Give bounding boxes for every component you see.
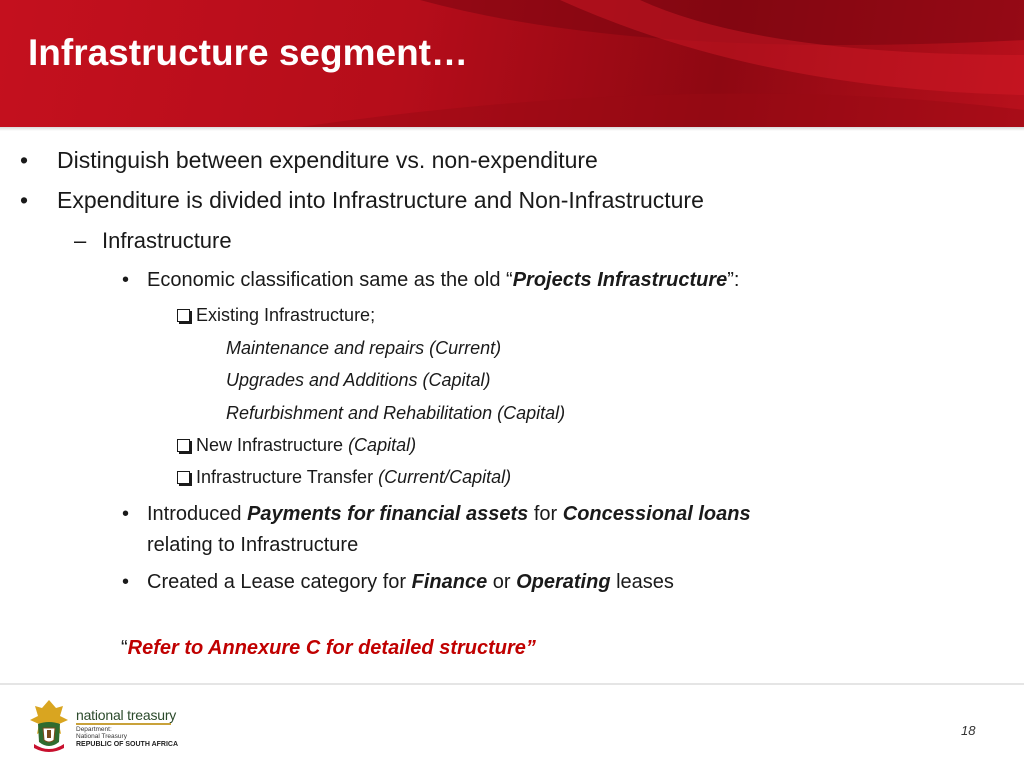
econ-text: Economic classification same as the old “ bbox=[147, 269, 513, 291]
lease-pre: Created a Lease category for bbox=[147, 571, 412, 593]
economic-classification-line bbox=[147, 269, 739, 292]
new-infrastructure-item bbox=[177, 435, 416, 456]
finance-lease: Finance bbox=[411, 571, 488, 593]
econ-close: ”: bbox=[727, 269, 740, 291]
header-banner bbox=[0, 0, 1024, 127]
refer-text: Refer to Annexure C for detailed structure” bbox=[127, 637, 536, 659]
existing-infrastructure-item bbox=[177, 305, 375, 326]
lease-mid: or bbox=[487, 571, 517, 593]
introduced-pre: Introduced bbox=[147, 503, 248, 525]
existing-sub-item: Upgrades and Additions (Capital) bbox=[226, 370, 491, 390]
slide-title: Infrastructure segment… bbox=[28, 32, 468, 73]
org-name: national treasury bbox=[76, 707, 177, 723]
existing-sub-item: Maintenance and repairs (Current) bbox=[226, 338, 502, 358]
annexure-reference bbox=[121, 637, 536, 660]
checkbox-bullet-icon bbox=[177, 439, 190, 452]
new-infra-label: New Infrastructure bbox=[196, 435, 349, 455]
concessional-loans: Concessional loans bbox=[562, 503, 751, 525]
payments-financial-assets: Payments for financial assets bbox=[247, 503, 529, 525]
checkbox-bullet-icon bbox=[177, 309, 190, 322]
operating-lease: Operating bbox=[516, 571, 611, 593]
refer-open-quote: “ bbox=[121, 637, 128, 659]
coat-of-arms-logo bbox=[28, 698, 70, 754]
econ-bold: Projects Infrastructure bbox=[512, 269, 728, 291]
page-number: 18 bbox=[961, 723, 976, 738]
footer-divider bbox=[0, 683, 1024, 685]
introduced-payments-line bbox=[147, 503, 751, 526]
checkbox-bullet-icon bbox=[177, 471, 190, 484]
bullet-expenditure-distinction: Distinguish between expenditure vs. non-expenditure bbox=[57, 147, 598, 173]
org-name-underline bbox=[76, 723, 171, 725]
transfer-paren: (Current/Capital) bbox=[378, 467, 512, 487]
dash-marker: – bbox=[74, 228, 87, 253]
bullet-dot: • bbox=[20, 147, 29, 173]
bullet-expenditure-division: Expenditure is divided into Infrastructure and Non-Infrastructure bbox=[57, 187, 704, 213]
dept-line-2: National Treasury bbox=[76, 733, 127, 740]
transfer-label: Infrastructure Transfer bbox=[196, 467, 379, 487]
bullet-dot: • bbox=[122, 571, 130, 593]
infrastructure-transfer-item bbox=[177, 467, 511, 488]
bullet-dot: • bbox=[122, 269, 130, 291]
country-name: REPUBLIC OF SOUTH AFRICA bbox=[76, 741, 179, 748]
new-infra-paren: (Capital) bbox=[348, 435, 417, 455]
existing-label: Existing Infrastructure; bbox=[196, 305, 376, 325]
lease-category-line bbox=[147, 571, 674, 594]
header-shadow bbox=[0, 127, 1024, 131]
introduced-payments-line-2: relating to Infrastructure bbox=[147, 534, 359, 556]
introduced-mid: for bbox=[528, 503, 563, 525]
bullet-dot: • bbox=[122, 503, 130, 525]
dept-line-1: Department: bbox=[76, 726, 112, 733]
bullet-dot: • bbox=[20, 187, 29, 213]
sub-bullet-infrastructure: Infrastructure bbox=[102, 228, 232, 253]
lease-post: leases bbox=[610, 571, 674, 593]
existing-sub-item: Refurbishment and Rehabilitation (Capital) bbox=[226, 403, 566, 423]
